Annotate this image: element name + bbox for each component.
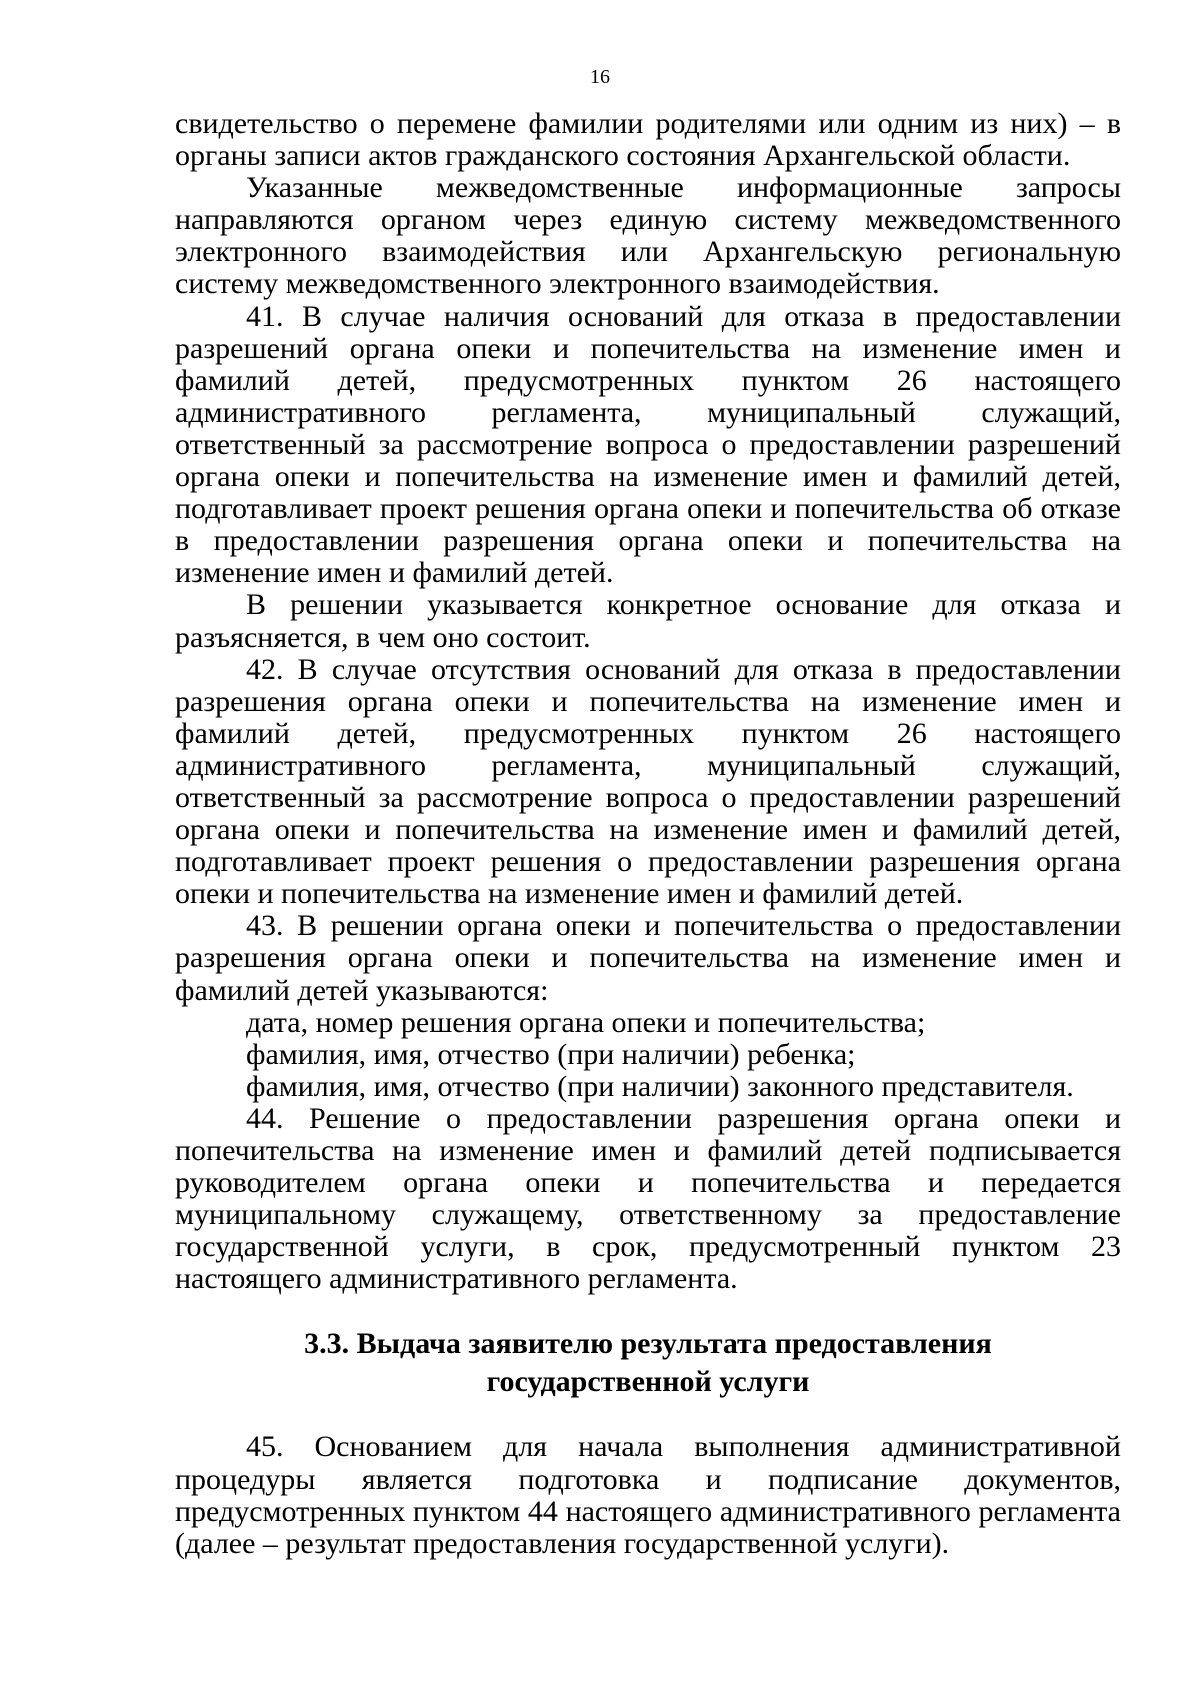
section-heading-line-2: государственной услуги [486,1365,810,1399]
paragraph-43: 43. В решении органа опеки и попечительства о предоставлении разрешения органа опеки и попечительства на изменение имен и фамилий детей указываются: [175,909,1121,1007]
list-item-decision-date: дата, номер решения органа опеки и попечительства; [246,1005,926,1039]
paragraph-42: 42. В случае отсутствия оснований для отказа в предоставлении разрешения органа опеки и попечительства на изменение имен и фамилий детей, предусмотренных пунктом 26 настоящего административного регламента, муниципальный служащий, ответственный за рассмотрение вопроса о предоставлении разрешений органа опеки и попечительства на изменение имен и фамилий детей, подготавливает проект решения о предоставлении разрешения органа опеки и попечительства на изменение имен и фамилий детей. [175,652,1121,911]
document-body [175,108,1121,1560]
page-number: 16 [590,66,610,88]
paragraph-interagency-requests: Указанные межведомственные информационные запросы направляются органом через единую систему межведомственного электронного взаимодействия или Архангельскую региональную систему межведомственного электронного взаимодействия. [175,171,1121,301]
paragraph-41: 41. В случае наличия оснований для отказа в предоставлении разрешений органа опеки и попечительства на изменение имен и фамилий детей, предусмотренных пунктом 26 настоящего административного регламента, муниципальный служащий, ответственный за рассмотрение вопроса о предоставлении разрешений органа опеки и попечительства на изменение имен и фамилий детей, подготавливает проект решения органа опеки и попечительства об отказе в предоставлении разрешения органа опеки и попечительства на изменение имен и фамилий детей. [175,299,1121,590]
paragraph-45: 45. Основанием для начала выполнения административной процедуры является подготовка и подписание документов, предусмотренных пунктом 44 настоящего административного регламента (далее – результат предоставления государственной услуги). [175,1430,1121,1560]
list-item-representative-name: фамилия, имя, отчество (при наличии) законного представителя. [246,1069,1074,1103]
list-item-child-name: фамилия, имя, отчество (при наличии) ребенка; [246,1037,856,1071]
paragraph-44: 44. Решение о предоставлении разрешения органа опеки и попечительства на изменение имен и фамилий детей подписывается руководителем органа опеки и попечительства и передается муниципальному служащему, ответственному за предоставление государственной услуги, в срок, предусмотренный пунктом 23 настоящего административного регламента. [175,1101,1121,1296]
section-heading-line-1: 3.3. Выдача заявителю результата предоставления [304,1327,992,1361]
paragraph-continuation: свидетельство о перемене фамилии родителями или одним из них) – в органы записи актов гражданского состояния Архангельской области. [175,107,1121,173]
paragraph-refusal-basis: В решении указывается конкретное основание для отказа и разъясняется, в чем оно состоит. [175,588,1121,654]
section-heading [175,1325,1121,1401]
